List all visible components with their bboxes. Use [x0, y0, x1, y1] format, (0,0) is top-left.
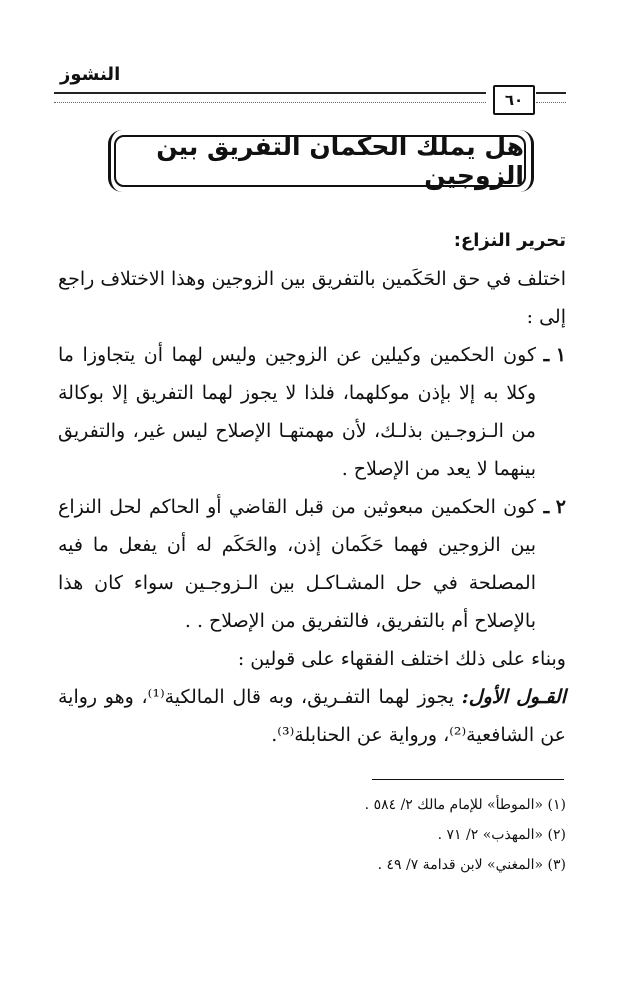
first-opinion-text: يجوز لهما التفـريق، وبه قال المالكية⁽¹⁾، وهو رواية عن الشافعية⁽²⁾، ورواية عن الحنابلة⁽³⁾.	[58, 686, 566, 746]
body-text	[58, 222, 566, 754]
subheading: تحرير النزاع:	[453, 230, 566, 251]
footnote: (١) «الموطأ» للإمام مالك ٢/ ٥٨٤ .	[364, 797, 566, 813]
first-opinion-lead: القـول الأول:	[461, 686, 566, 708]
header-rule	[54, 92, 486, 103]
list-item	[58, 488, 566, 640]
footnote: (٢) «المهذب» ٢/ ٧١ .	[437, 827, 566, 843]
list-item-text: كون الحكمين مبعوثين من قبل القاضي أو الحاكم لحل النزاع بين الزوجين فهما حَكَمان إذن، والحَكَم له أن يفعل ما فيه المصلحة في حل المشـاكـل بين الـزوجـين سواء كان هذا بالإصلاح أم بالتفريق، فالتفريق من الإصلاح . .	[58, 496, 536, 632]
intro-paragraph: اختلف في حق الحَكَمين بالتفريق بين الزوجين وهذا الاختلاف راجع إلى :	[58, 268, 566, 328]
conclusion-paragraph: وبناء على ذلك اختلف الفقهاء على قولين :	[237, 648, 566, 670]
header-rule-right	[536, 92, 566, 103]
section-title: هل يملك الحكمان التفريق بين الزوجين	[114, 135, 526, 187]
first-opinion-paragraph	[58, 678, 566, 754]
list-item	[58, 336, 566, 488]
list-item-text: كون الحكمين وكيلين عن الزوجين وليس لهما أن يتجاوزا ما وكلا به إلا بإذن موكلهما، فلذا لا يجوز لهما التفريق إلا بوكالة من الـزوجـين بذلـك، لأن مهمتهـا الإصلاح ليس غير، والتفريق بينهما لا يعد من الإصلاح .	[58, 344, 536, 480]
footnote: (٣) «المغني» لابن قدامة ٧/ ٤٩ .	[377, 857, 566, 873]
page-number: ٦٠	[493, 85, 535, 115]
running-title: النشوز	[60, 64, 121, 85]
footnote-separator	[372, 779, 564, 780]
list-item-marker: ١ ـ	[543, 344, 566, 366]
footnotes	[200, 790, 566, 880]
list-item-marker: ٢ ـ	[543, 496, 566, 518]
